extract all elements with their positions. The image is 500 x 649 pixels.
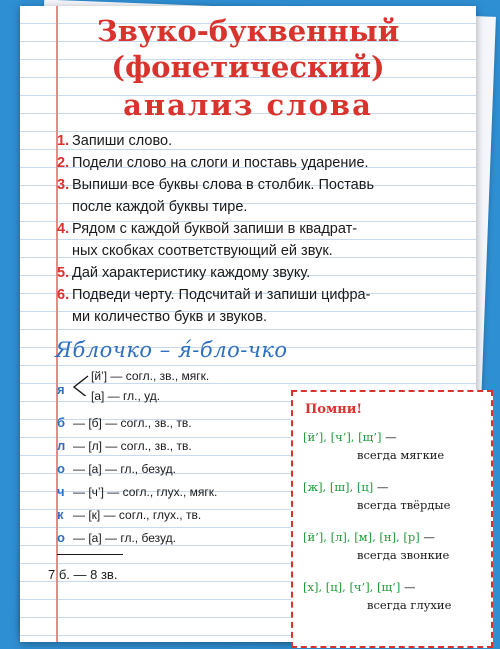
letter-ya: я (57, 382, 65, 397)
step-item (58, 284, 463, 328)
analysis-text: — [а] — гл., безуд. (73, 531, 176, 545)
step-text: Подведи черту. Подсчитай и запиши цифра- (72, 287, 371, 303)
analysis-row (57, 530, 176, 546)
remember-box (291, 390, 493, 648)
analysis-text: — [ч’] — согл., глух., мягк. (73, 485, 218, 499)
remember-sounds: [ж], [ш], [ц] — (303, 480, 389, 494)
step-text: Дай характеристику каждому звуку. (72, 265, 311, 281)
remember-sounds: [х], [ц], [ч’], [щ’] — (303, 580, 416, 594)
analysis-letter: о (57, 461, 65, 476)
analysis-ya-sound-2: [а] — гл., уд. (91, 389, 161, 403)
remember-title: Помни! (305, 402, 363, 417)
step-text: Выпиши все буквы слова в столбик. Поставь (72, 177, 375, 193)
example-word-handwritten: Яблочко – я́-бло-чко (55, 338, 288, 362)
step-text: Запиши слово. (72, 133, 173, 149)
step-text: после каждой буквы тире. (72, 199, 248, 215)
remember-note: всегда глухие (367, 598, 452, 612)
step-number: 3. (57, 177, 70, 193)
step-text: Подели слово на слоги и поставь ударение. (72, 155, 369, 171)
total-divider (57, 554, 123, 555)
analysis-row (57, 507, 201, 523)
remember-note: всегда твёрдые (357, 498, 451, 512)
analysis-text: — [б] — согл., зв., тв. (73, 416, 192, 430)
step-item (58, 262, 463, 284)
page-title-line1: Звуко-буквенный (96, 14, 400, 48)
analysis-letter: к (57, 507, 64, 522)
step-number: 2. (57, 155, 70, 171)
sounds-list: [й’], [ч’], [щ’] (303, 430, 382, 444)
step-number: 6. (57, 287, 70, 303)
analysis-text: — [а] — гл., безуд. (73, 462, 176, 476)
step-number: 4. (57, 221, 70, 237)
letters-sounds-total: 7 б. — 8 зв. (48, 567, 118, 582)
analysis-letter: о (57, 530, 65, 545)
step-item (58, 130, 463, 152)
analysis-ya-sound-1: [й’] — согл., зв., мягк. (91, 369, 210, 383)
sounds-list: [й’], [л], [м], [н], [р] (303, 530, 420, 544)
branch-bracket-icon (70, 374, 90, 396)
sounds-list: [ж], [ш], [ц] (303, 480, 374, 494)
step-item (58, 218, 463, 262)
page-title-line2: (фонетический) (111, 50, 385, 84)
analysis-row (57, 484, 217, 500)
step-item (58, 174, 463, 218)
analysis-row (57, 461, 176, 477)
analysis-letter: ч (57, 484, 65, 499)
remember-note: всегда мягкие (357, 448, 445, 462)
remember-note: всегда звонкие (357, 548, 450, 562)
analysis-row (57, 438, 192, 454)
page-title-line3: анализ слова (123, 88, 373, 122)
step-text: ных скобках соответствующий ей звук. (72, 243, 333, 259)
analysis-letter: л (57, 438, 66, 453)
remember-sounds: [й’], [л], [м], [н], [р] — (303, 530, 435, 544)
step-text: ми количество букв и звуков. (72, 309, 268, 325)
step-number: 5. (57, 265, 70, 281)
step-item (58, 152, 463, 174)
analysis-text: — [к] — согл., глух., тв. (73, 508, 202, 522)
analysis-letter: б (57, 415, 66, 430)
analysis-row (57, 415, 192, 431)
steps-list (58, 130, 463, 328)
step-text: Рядом с каждой буквой запиши в квадрат- (72, 221, 358, 237)
sounds-list: [х], [ц], [ч’], [щ’] (303, 580, 401, 594)
step-number: 1. (57, 133, 70, 149)
analysis-text: — [л] — согл., зв., тв. (73, 439, 192, 453)
remember-sounds: [й’], [ч’], [щ’] — (303, 430, 397, 444)
